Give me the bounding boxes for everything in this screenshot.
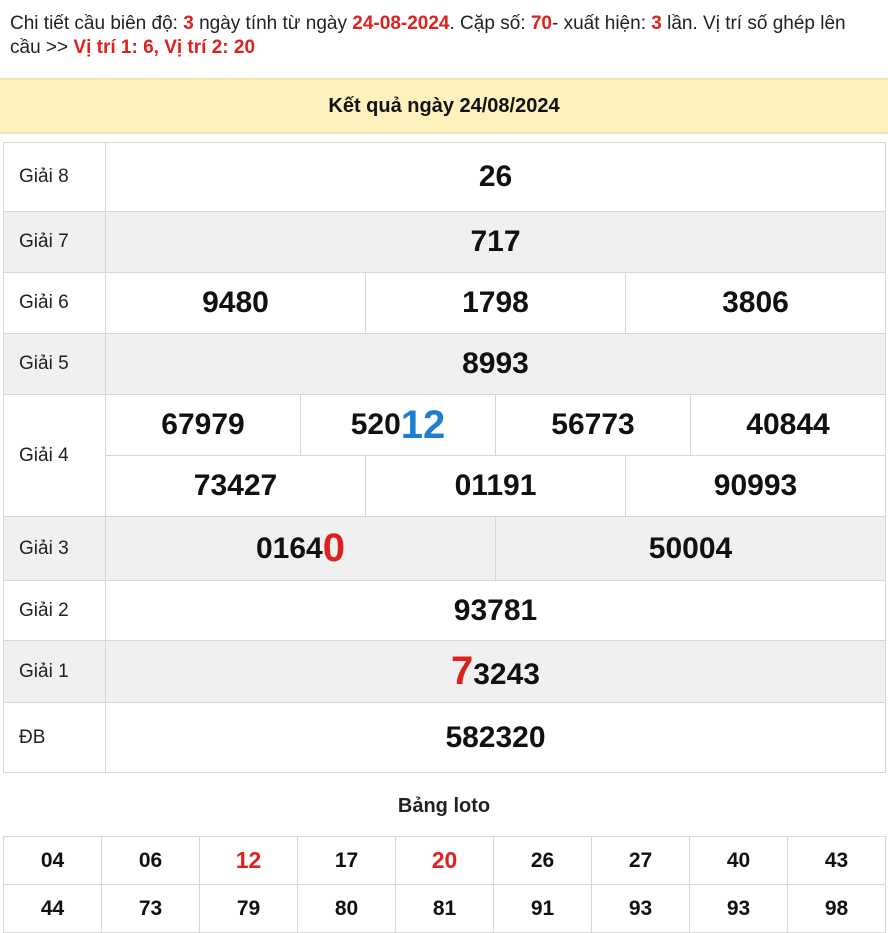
loto-table — [3, 836, 886, 933]
intro-text-1: Chi tiết cầu biên độ: — [10, 13, 184, 34]
prize-value: 93781 — [106, 581, 886, 641]
prize-value-highlight: 7 — [451, 649, 474, 693]
prize-label: Giải 5 — [4, 334, 106, 395]
prize-value: 56773 — [495, 395, 690, 455]
loto-number: 91 — [494, 885, 592, 933]
intro-text-4: - xuất hiện: — [551, 13, 652, 34]
prize-value-highlight: 0 — [322, 526, 345, 570]
prize-row-3 — [4, 517, 886, 581]
prize-row-5 — [4, 334, 886, 395]
prize-value: 73427 — [193, 469, 278, 502]
intro-text-3: . Cặp số: — [449, 13, 531, 34]
loto-number: 04 — [4, 837, 102, 885]
results-title: Kết quả ngày 24/08/2024 — [328, 94, 560, 117]
prize-label: Giải 1 — [4, 641, 106, 703]
prize-row-7 — [4, 212, 886, 273]
prize-label: Giải 6 — [4, 273, 106, 334]
prize-row-6 — [4, 273, 886, 334]
prize-value-plain: 0164 — [256, 531, 323, 565]
prize-value: 8993 — [106, 334, 886, 395]
intro-text-2: ngày tính từ ngày — [193, 13, 353, 34]
loto-title: Bảng loto — [397, 795, 491, 817]
prize-value — [106, 517, 495, 580]
prize-label: Giải 8 — [4, 143, 106, 212]
prize-value: 26 — [106, 143, 886, 212]
loto-number-highlight: 20 — [396, 837, 494, 885]
prize-values — [106, 395, 886, 517]
loto-number: 44 — [4, 885, 102, 933]
number-pair: 70 — [530, 13, 552, 34]
prize-values — [106, 517, 886, 581]
prize-value: 3806 — [625, 273, 885, 333]
prize-value: 717 — [106, 212, 886, 273]
intro-text-5: lần. Vị trí số ghép lên cầu >> — [10, 13, 846, 58]
prize-value — [300, 395, 495, 455]
loto-number: 79 — [200, 885, 298, 933]
loto-number: 26 — [494, 837, 592, 885]
loto-number: 17 — [298, 837, 396, 885]
prize-value: 50004 — [495, 517, 885, 580]
start-date: 24-08-2024 — [352, 13, 450, 34]
prize-label: ĐB — [4, 703, 106, 773]
loto-number: 93 — [690, 885, 788, 933]
prize-value — [106, 641, 886, 703]
loto-number: 43 — [788, 837, 886, 885]
prize-values — [106, 273, 886, 334]
prize-value: 90993 — [625, 456, 885, 516]
results-table — [3, 142, 886, 773]
loto-number: 27 — [592, 837, 690, 885]
loto-row — [4, 837, 886, 885]
prize-value: 9480 — [202, 286, 269, 319]
prize-row-1 — [4, 641, 886, 703]
loto-number: 80 — [298, 885, 396, 933]
loto-number-highlight: 12 — [200, 837, 298, 885]
prize-row-8 — [4, 143, 886, 212]
prize-value: 40844 — [690, 395, 885, 455]
bridge-summary — [10, 12, 880, 60]
prize-label: Giải 2 — [4, 581, 106, 641]
special-prize-value: 582320 — [106, 703, 886, 773]
prize-row-special — [4, 703, 886, 773]
prize-value: 67979 — [161, 408, 245, 441]
prize-value: 1798 — [365, 273, 625, 333]
loto-number: 40 — [690, 837, 788, 885]
prize-value-plain: 520 — [350, 408, 401, 441]
range-days: 3 — [183, 13, 194, 34]
loto-number: 73 — [102, 885, 200, 933]
prize-label: Giải 4 — [4, 395, 106, 517]
prize-row-4 — [4, 395, 886, 517]
loto-number: 93 — [592, 885, 690, 933]
loto-row — [4, 885, 886, 933]
loto-number: 06 — [102, 837, 200, 885]
prize-row-2 — [4, 581, 886, 641]
prize-value-highlight: 12 — [400, 402, 446, 447]
prize-value-plain: 3243 — [473, 658, 540, 691]
prize-value: 01191 — [365, 456, 625, 516]
results-header — [0, 78, 888, 134]
prize-label: Giải 3 — [4, 517, 106, 581]
appearance-count: 3 — [651, 13, 662, 34]
loto-number: 81 — [396, 885, 494, 933]
position-info: Vị trí 1: 6, Vị trí 2: 20 — [73, 37, 256, 58]
loto-number: 98 — [788, 885, 886, 933]
prize-label: Giải 7 — [4, 212, 106, 273]
